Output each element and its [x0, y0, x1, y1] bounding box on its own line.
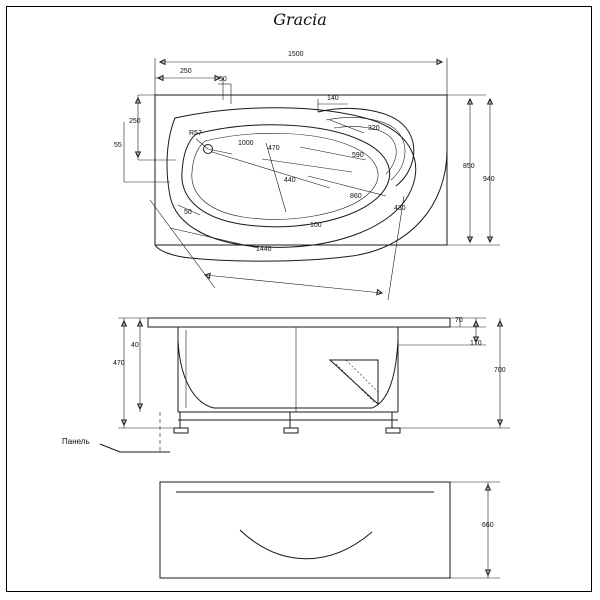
dim-250-left: 250 — [129, 118, 141, 125]
dim-55-left: 55 — [114, 142, 122, 149]
drawing-title: Gracia — [273, 10, 327, 29]
dim-1440: 1440 — [256, 246, 272, 253]
dim-860: 860 — [350, 193, 362, 200]
dim-overall-width: 1500 — [288, 51, 304, 58]
dim-250-top: 250 — [180, 68, 192, 75]
dim-850: 850 — [463, 163, 475, 170]
dim-panel-660: 660 — [482, 522, 494, 529]
dim-1000: 1000 — [238, 140, 254, 147]
dim-100: 100 — [310, 222, 322, 229]
dim-50-top: 50 — [219, 76, 227, 83]
dim-50-left: 50 — [184, 209, 192, 216]
dim-140: 140 — [327, 95, 339, 102]
dim-side-40: 40 — [131, 342, 139, 349]
dim-radius-57: R57 — [189, 130, 202, 137]
dim-side-470: 470 — [113, 360, 125, 367]
dim-320: 320 — [368, 125, 380, 132]
dim-430: 430 — [394, 205, 406, 212]
panel-label: Панель — [62, 437, 90, 446]
dim-440: 440 — [284, 177, 296, 184]
dim-side-700: 700 — [494, 367, 506, 374]
dim-940: 940 — [483, 176, 495, 183]
dim-side-70: 70 — [455, 317, 463, 324]
dim-470: 470 — [268, 145, 280, 152]
dim-590: 590 — [352, 152, 364, 159]
dim-side-170: 170 — [470, 340, 482, 347]
